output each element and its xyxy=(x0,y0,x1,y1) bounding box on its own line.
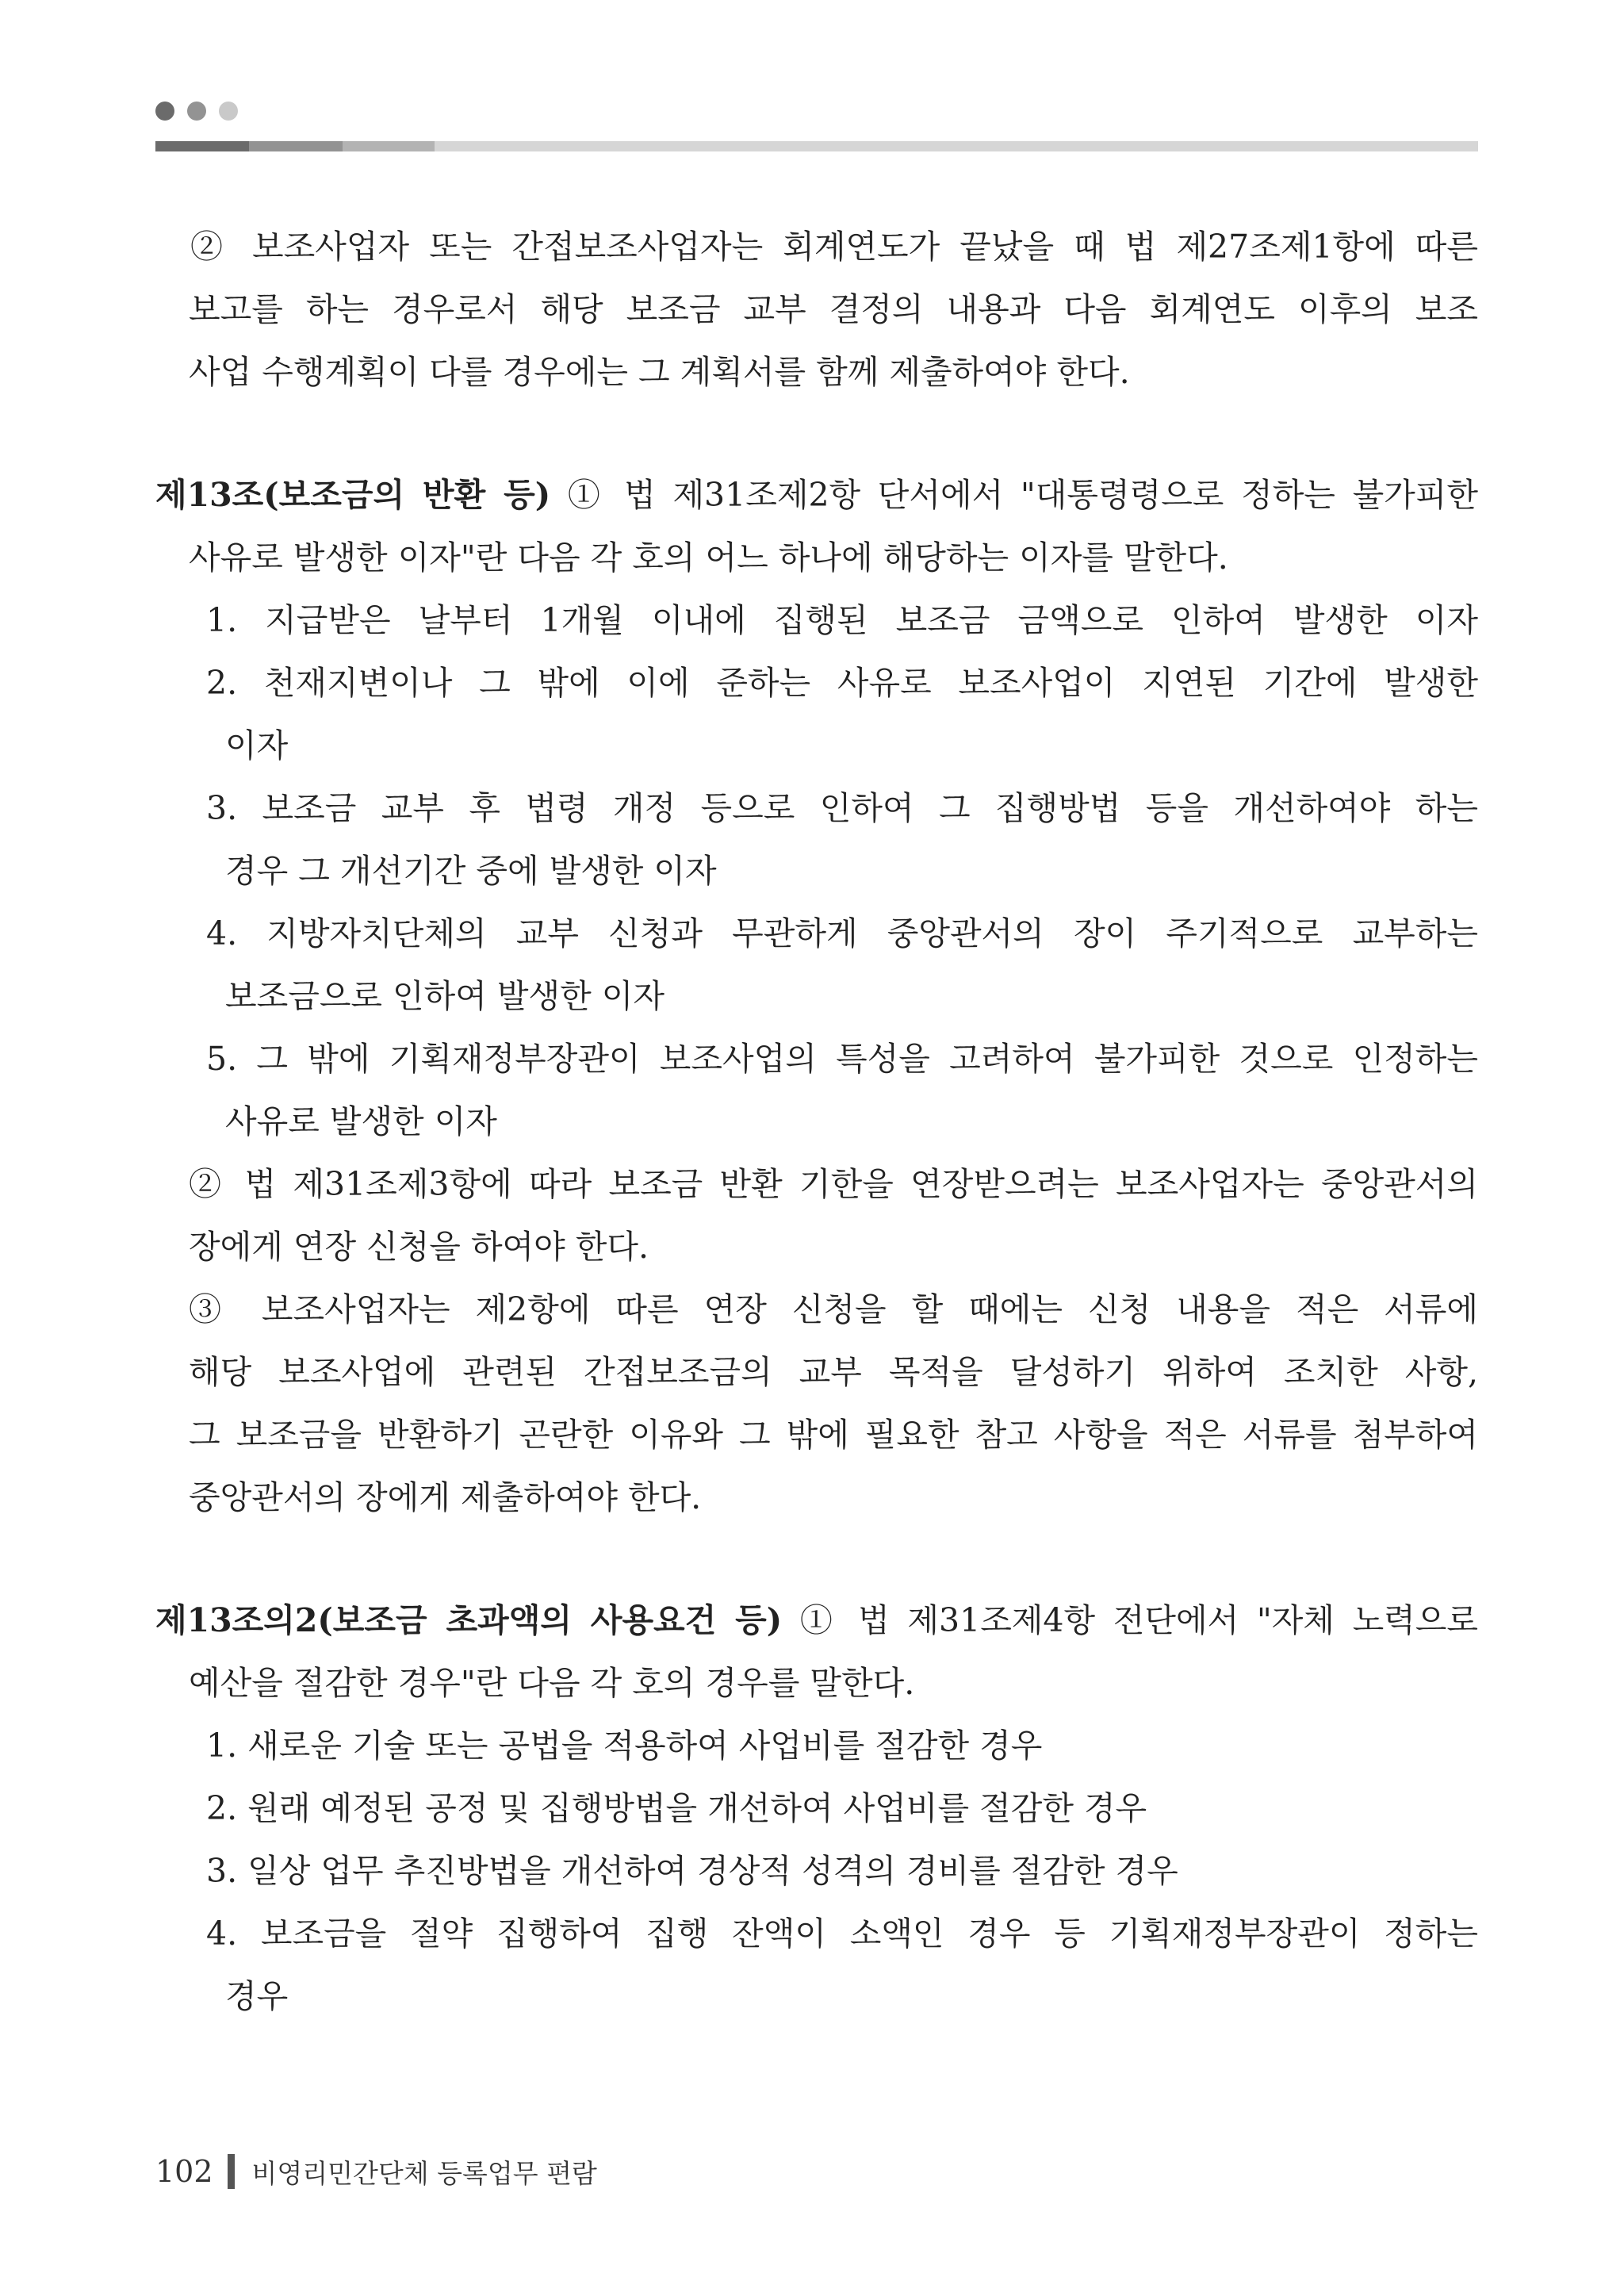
text-line: ② 법 제31조제3항에 따라 보조금 반환 기한을 연장받으려는 보조사업자는 중앙관서의 xyxy=(189,1165,1478,1203)
header-dot-light xyxy=(219,102,238,121)
header-dots xyxy=(155,102,238,121)
list-item: 2. 천재지변이나 그 밖에 이에 준하는 사유로 보조사업이 지연된 기간에 발생한 xyxy=(206,664,1478,702)
list-item: 2. 원래 예정된 공정 및 집행방법을 개선하여 사업비를 절감한 경우 xyxy=(206,1789,1147,1827)
list-item-continuation: 경우 그 개선기간 중에 발생한 이자 xyxy=(225,852,717,890)
list-item: 1. 지급받은 날부터 1개월 이내에 집행된 보조금 금액으로 인하여 발생한 이자 xyxy=(206,601,1478,639)
article-13 xyxy=(155,464,1478,1529)
footer-divider xyxy=(228,2154,235,2189)
article-13-2-heading: 제13조의2(보조금 초과액의 사용요건 등) xyxy=(155,1601,783,1639)
list-item-continuation: 경우 xyxy=(225,1977,289,2015)
article-13-heading: 제13조(보조금의 반환 등) xyxy=(155,476,551,514)
paragraph-reporting xyxy=(155,216,1478,404)
page-footer xyxy=(155,2149,597,2194)
text-line: 장에게 연장 신청을 하여야 한다. xyxy=(189,1228,649,1266)
article-13-2-intro: ① 법 제31조제4항 전단에서 "자체 노력으로 xyxy=(799,1601,1478,1639)
text-line: 해당 보조사업에 관련된 간접보조금의 교부 목적을 달성하기 위하여 조치한 사항, xyxy=(189,1353,1478,1391)
book-title: 비영리민간단체 등록업무 편람 xyxy=(251,2157,597,2189)
list-item: 3. 보조금 교부 후 법령 개정 등으로 인하여 그 집행방법 등을 개선하여야 하는 xyxy=(206,789,1478,827)
list-item: 3. 일상 업무 추진방법을 개선하여 경상적 성격의 경비를 절감한 경우 xyxy=(206,1852,1178,1890)
list-item-continuation: 보조금으로 인하여 발생한 이자 xyxy=(225,977,665,1015)
list-item-continuation: 이자 xyxy=(225,726,289,765)
list-item: 1. 새로운 기술 또는 공법을 적용하여 사업비를 절감한 경우 xyxy=(206,1727,1043,1765)
article-13-first-line xyxy=(155,464,1478,527)
list-item: 4. 지방자치단체의 교부 신청과 무관하게 중앙관서의 장이 주기적으로 교부하는 xyxy=(206,914,1478,953)
text-line: 예산을 절감한 경우"란 다음 각 호의 경우를 말한다. xyxy=(189,1664,915,1702)
header-dot-dark xyxy=(155,102,174,121)
text-line: 사유로 발생한 이자"란 다음 각 호의 어느 하나에 해당하는 이자를 말한다. xyxy=(189,539,1228,577)
list-item-continuation: 사유로 발생한 이자 xyxy=(225,1102,497,1140)
header-dot-medium xyxy=(187,102,206,121)
text-line: 보고를 하는 경우로서 해당 보조금 교부 결정의 내용과 다음 회계연도 이후의 보조 xyxy=(189,290,1478,328)
header-rule xyxy=(155,141,1478,151)
text-line: 사업 수행계획이 다를 경우에는 그 계획서를 함께 제출하여야 한다. xyxy=(189,353,1130,391)
article-13-2-first-line xyxy=(155,1589,1478,1652)
page-number: 102 xyxy=(155,2154,213,2189)
text-line: 중앙관서의 장에게 제출하여야 한다. xyxy=(189,1478,702,1516)
text-line: 그 보조금을 반환하기 곤란한 이유와 그 밖에 필요한 참고 사항을 적은 서류를 첨부하여 xyxy=(189,1416,1478,1454)
list-item: 4. 보조금을 절약 집행하여 집행 잔액이 소액인 경우 등 기획재정부장관이 정하는 xyxy=(206,1915,1478,1953)
article-13-intro: ① 법 제31조제2항 단서에서 "대통령령으로 정하는 불가피한 xyxy=(567,476,1478,514)
text-line: ② 보조사업자 또는 간접보조사업자는 회계연도가 끝났을 때 법 제27조제1항에 따른 xyxy=(190,228,1478,266)
list-item: 5. 그 밖에 기획재정부장관이 보조사업의 특성을 고려하여 불가피한 것으로 인정하는 xyxy=(206,1040,1478,1078)
text-line: ③ 보조사업자는 제2항에 따른 연장 신청을 할 때에는 신청 내용을 적은 서류에 xyxy=(189,1290,1478,1328)
page-body xyxy=(155,216,1478,2028)
article-13-2 xyxy=(155,1589,1478,2028)
